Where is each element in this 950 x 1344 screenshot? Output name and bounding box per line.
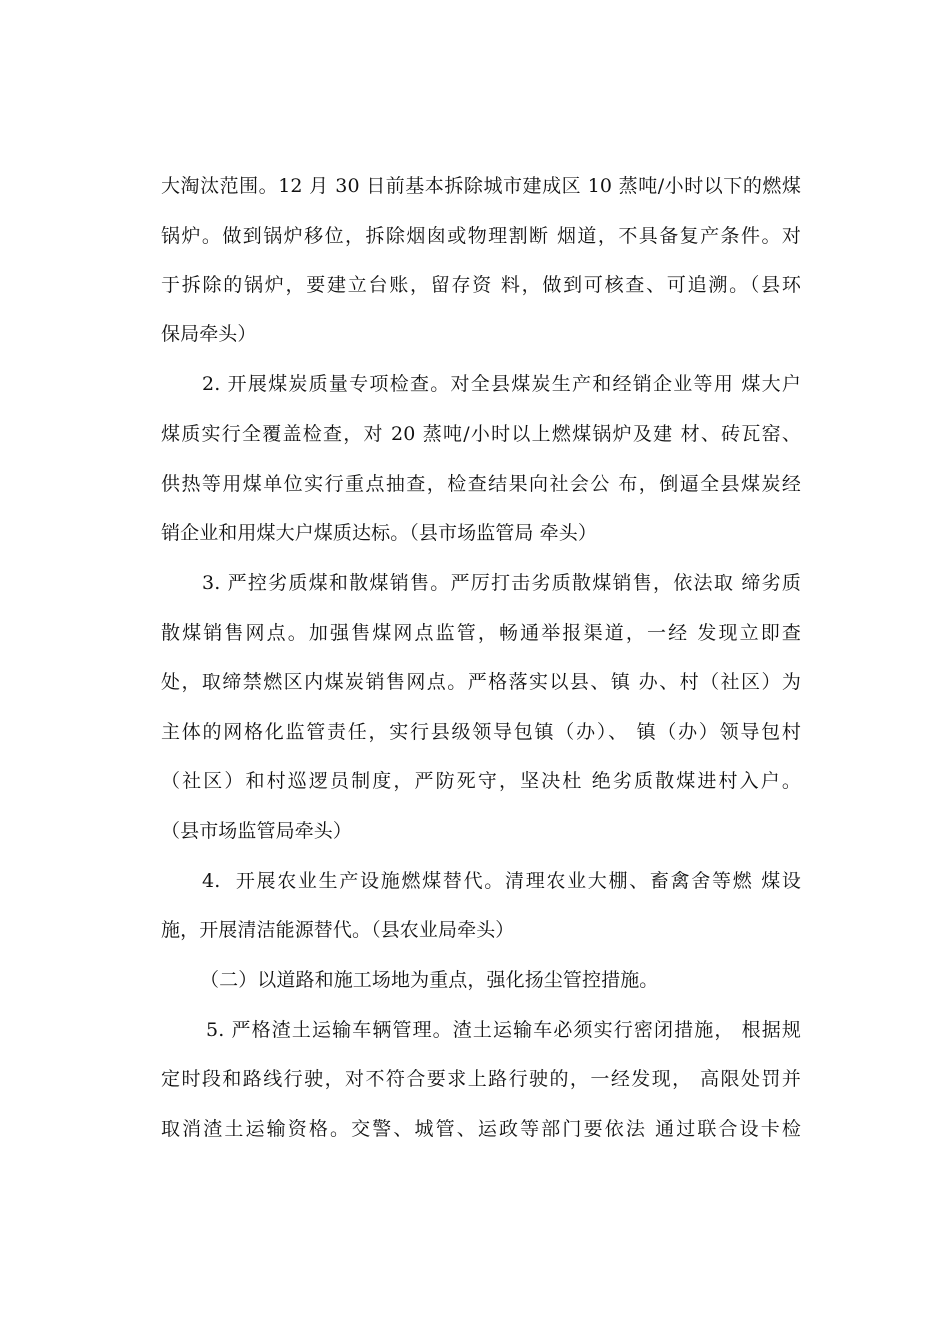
paragraph-4-line-1: 4. 开展农业生产设施燃煤替代。清理农业大棚、畜禽舍等燃 煤设 [202, 870, 801, 892]
paragraph-2-line-4: 销企业和用煤大户煤质达标。（县市场监管局 牵头） [161, 522, 597, 544]
paragraph-2-line-2: 煤质实行全覆盖检查，对 20 蒸吨/小时以上燃煤锅炉及建 材、砖瓦窑、 [161, 423, 801, 445]
paragraph-6-line-3: 取消渣土运输资格。交警、城管、运政等部门要依法 通过联合设卡检 [161, 1118, 801, 1140]
paragraph-3-line-3: 处，取缔禁燃区内煤炭销售网点。严格落实以县、镇 办、村（社区）为 [161, 671, 801, 693]
paragraph-1-line-4: 保局牵头） [161, 323, 257, 345]
paragraph-2-line-1: 2. 开展煤炭质量专项检查。对全县煤炭生产和经销企业等用 煤大户 [202, 373, 801, 395]
paragraph-4-line-2: 施，开展清洁能源替代。（县农业局牵头） [161, 919, 515, 941]
paragraph-1-line-3: 于拆除的锅炉，要建立台账，留存资 料，做到可核查、可追溯。（县环 [161, 274, 801, 296]
section-heading: （二）以道路和施工场地为重点，强化扬尘管控措施。 [200, 969, 659, 991]
paragraph-1-line-1: 大淘汰范围。12 月 30 日前基本拆除城市建成区 10 蒸吨/小时以下的燃煤 [161, 175, 801, 197]
paragraph-6-line-1: 5. 严格渣土运输车辆管理。渣土运输车必须实行密闭措施， 根据规 [206, 1019, 801, 1041]
paragraph-3-line-5: （社区）和村巡逻员制度，严防死守，坚决杜 绝劣质散煤进村入户。 [161, 770, 801, 792]
paragraph-3-line-2: 散煤销售网点。加强售煤网点监管，畅通举报渠道，一经 发现立即查 [161, 622, 801, 644]
paragraph-2-line-3: 供热等用煤单位实行重点抽查，检查结果向社会公 布，倒逼全县煤炭经 [161, 473, 801, 495]
paragraph-3-line-1: 3. 严控劣质煤和散煤销售。严厉打击劣质散煤销售，依法取 缔劣质 [202, 572, 801, 594]
paragraph-6-line-2: 定时段和路线行驶，对不符合要求上路行驶的，一经发现， 高限处罚并 [161, 1068, 801, 1090]
paragraph-3-line-4: 主体的网格化监管责任，实行县级领导包镇（办）、 镇（办）领导包村 [161, 721, 801, 743]
paragraph-1-line-2: 锅炉。做到锅炉移位，拆除烟囱或物理割断 烟道，不具备复产条件。对 [161, 225, 801, 247]
paragraph-3-line-6: （县市场监管局牵头） [161, 820, 353, 842]
